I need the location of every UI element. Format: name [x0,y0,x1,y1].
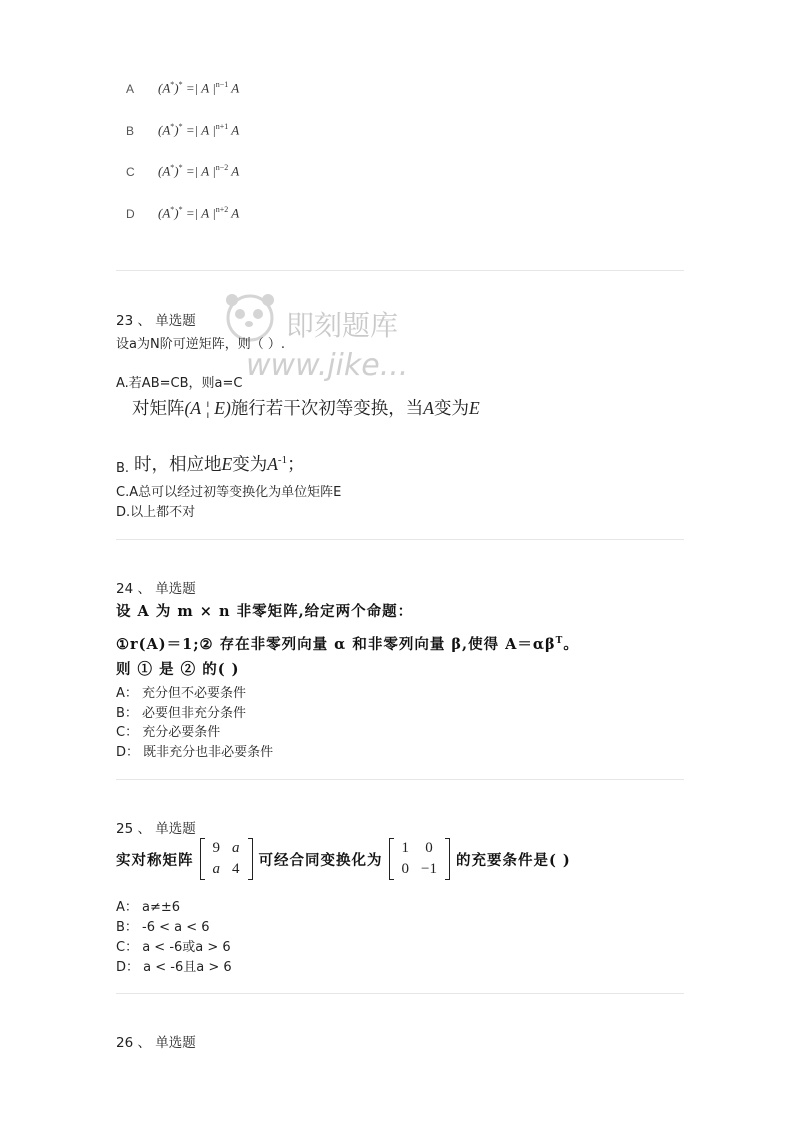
question-stem-line2: ①r(A)＝1;② 存在非零列向量 α 和非零列向量 β,使得 $A=\alpha\beta^T$。 [116,636,579,653]
divider [116,993,684,994]
question-header: 25 、 单选题 [116,821,196,837]
option-b-image-line2: 时，相应地E变为$A^{-1}$； [134,454,305,474]
question-stem-line1: 设 A 为 m × n 非零矩阵,给定两个命题： [116,603,414,620]
option-d: D.以上都不对 [116,505,196,520]
divider [116,539,684,540]
question-header: 24 、 单选题 [116,581,196,597]
option-letter: D [126,207,135,221]
watermark-brand: 即刻题库 [286,309,399,342]
question-header: 26 、 单选题 [116,1035,196,1051]
answer-option: A： 充分但不必要条件 [116,686,247,701]
answer-option: D： 既非充分也非必要条件 [116,745,274,760]
option-b-label: B. [116,461,130,476]
option-c: C.A总可以经过初等变换化为单位矩阵E [116,485,342,500]
question-header: 23 、 单选题 [116,313,196,329]
question-stem-line3: 则 ① 是 ② 的( ) [116,661,240,678]
option-formula: (A*)* =| A $|^{n-2}$ A [158,163,240,179]
question-stem: 设a为N阶可逆矩阵，则（ ）. [116,337,285,352]
option-a: A.若AB=CB，则a=C [116,376,243,391]
option-letter: A [126,82,135,96]
option-letter: C [126,165,135,179]
option-formula: (A*)* =| A $|^{n+2}$ A [158,205,240,221]
answer-option: D： a < -6且a > 6 [116,960,232,975]
matrix-left: 9 a a 4 [200,838,253,880]
option-letter: B [126,124,135,138]
answer-option: B： -6 < a < 6 [116,920,210,935]
option-formula: (A*)* =| A $|^{n+1}$ A [158,122,240,138]
divider [116,779,684,780]
answer-option: C： 充分必要条件 [116,725,221,740]
matrix-right: 1 0 0 −1 [389,838,450,880]
option-b-image-line1: 对矩阵(A ¦ E)施行若干次初等变换，当A变为E [132,398,480,418]
watermark-url: www.jike... [246,348,409,383]
divider [116,270,684,271]
answer-option: C： a < -6或a > 6 [116,940,231,955]
answer-option: A： a≠±6 [116,900,181,915]
question-stem: 实对称矩阵 9 a a 4 可经合同变换化为 1 0 0 −1 的充要条件是( ) [116,838,571,880]
answer-option: B： 必要但非充分条件 [116,706,247,721]
option-formula: (A*)* =| A $|^{n-1}$ A [158,80,240,96]
